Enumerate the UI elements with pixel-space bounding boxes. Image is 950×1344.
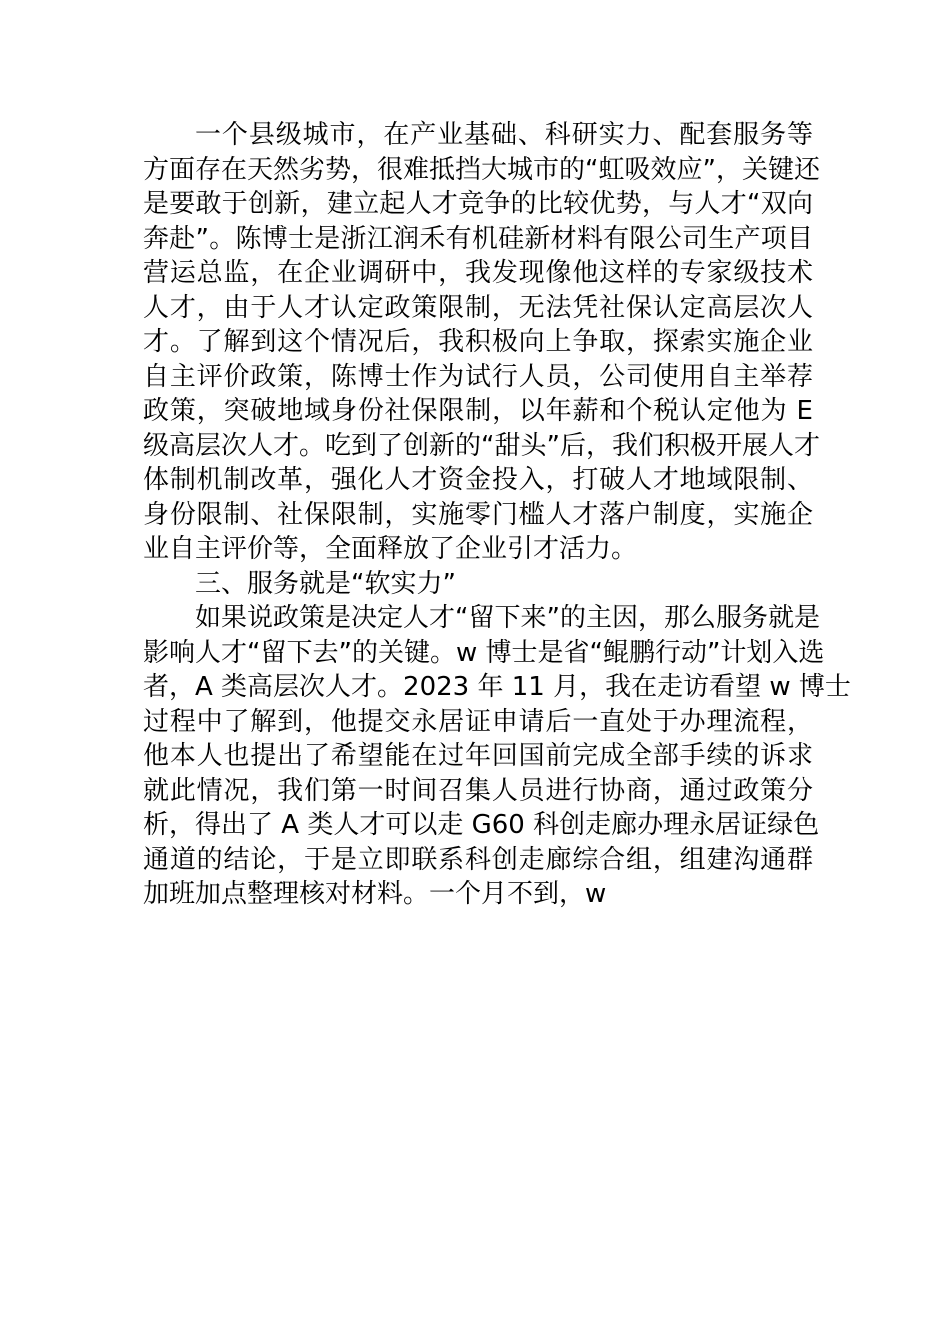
- text-line: 通道的结论，于是立即联系科创走廊综合组，组建沟通群: [143, 844, 813, 875]
- text-line: 影响人才“留下去”的关键。w 博士是省“鲲鹏行动”计划入选: [143, 637, 825, 668]
- text-line: 就此情况，我们第一时间召集人员进行协商，通过政策分: [143, 775, 813, 806]
- paragraph-service: [143, 601, 851, 912]
- text-line: 业自主评价等，全面释放了企业引才活力。: [143, 534, 638, 564]
- text-line: 他本人也提出了希望能在过年回国前完成全部手续的诉求: [143, 741, 813, 771]
- text-line: 级高层次人才。吃到了创新的“甜头”后，我们积极开展人才: [143, 430, 820, 461]
- text-line: 析，得出了 A 类人才可以走 G60 科创走廊办理永居证绿色: [143, 810, 820, 840]
- text-line: 是要敢于创新，建立起人才竞争的比较优势，与人才“双向: [143, 189, 813, 219]
- document-body: [143, 118, 851, 912]
- paragraph-innovation: [143, 118, 820, 567]
- text-line: 身份限制、社保限制，实施零门槛人才落户制度，实施企: [143, 499, 813, 530]
- text-line: 自主评价政策，陈博士作为试行人员，公司使用自主举荐: [143, 361, 813, 392]
- text-line: 如果说政策是决定人才“留下来”的主因，那么服务就是: [195, 603, 820, 633]
- section-heading: 三、服务就是“软实力”: [195, 568, 456, 599]
- text-line: 才。了解到这个情况后，我积极向上争取，探索实施企业: [143, 327, 813, 357]
- text-line: 过程中了解到，他提交永居证申请后一直处于办理流程，: [143, 706, 813, 737]
- text-line: 一个县级城市，在产业基础、科研实力、配套服务等: [195, 120, 813, 150]
- text-line: 营运总监，在企业调研中，我发现像他这样的专家级技术: [143, 258, 813, 288]
- text-line: 者，A 类高层次人才。2023 年 11 月，我在走访看望 w 博士: [143, 672, 851, 702]
- text-line: 体制机制改革，强化人才资金投入，打破人才地域限制、: [143, 465, 813, 495]
- text-line: 政策，突破地域身份社保限制，以年薪和个税认定他为 E: [143, 396, 813, 426]
- text-line: 加班加点整理核对材料。一个月不到，w: [143, 879, 607, 909]
- text-line: 人才，由于人才认定政策限制，无法凭社保认定高层次人: [143, 292, 813, 323]
- text-line: 奔赴”。陈博士是浙江润禾有机硅新材料有限公司生产项目: [143, 223, 813, 254]
- text-line: 方面存在天然劣势，很难抵挡大城市的“虹吸效应”，关键还: [143, 154, 820, 185]
